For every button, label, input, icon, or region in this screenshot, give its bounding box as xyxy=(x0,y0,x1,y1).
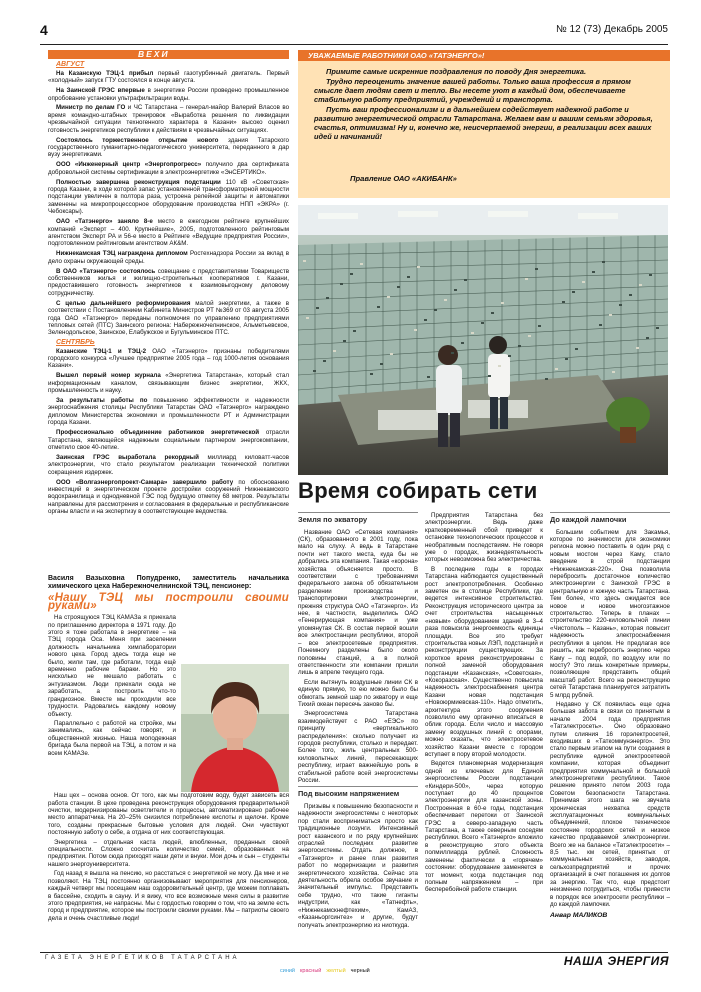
news-item: Заинская ГРЭС выработала рекордный миллиард киловатт-часов электроэнергии, что стало результатом реализации технической политики сокращения издержек. xyxy=(48,453,289,476)
news-item: С целью дальнейшего реформирования малой энергетики, а также в соответствии с Постановлением Кабинета Министров РТ №369 от 03 августа 2005 года ОАО «Татэнерго» переданы полномочия по управлению предприятиями тепловых сетей (ПТС) Заинского региона: Набережночелнинское, Альметьевское, Зеленодольское, Заинское, Елабужское и Бугульминское ПТС. xyxy=(48,299,289,337)
congrats-paragraph: Примите самые искренние поздравления по поводу Дня энергетика. xyxy=(326,67,587,76)
news-item: ООО «Волгаэнергопроект-Самара» завершило работу по обоснованию инвестиций в энергетическом проекте достройки сооружений Нижнекамского водохранилища и однодневной ГЭС под будущую отметку 68 метров. Результаты направлены для рассмотрения и согласования в федеральные и республиканские органы власти и на экспертизу в соответствующие ведомства. xyxy=(48,478,289,516)
story-intro: Василя Вазыховна Попудренко, заместитель начальника химического цеха Набережночелнинской ТЭЦ, пенсионер: xyxy=(48,575,289,591)
news-item: На Заинской ГРЭС впервые в энергетике России проведено промышленное опробование установки ультрафильтрации воды. xyxy=(48,87,289,102)
month-august: АВГУСТ xyxy=(56,61,85,69)
news-item: ОАО «Татэнерго» заняло 8-е место в ежегодном рейтинге крупнейших компаний «Эксперт – 400. Крупнейшие», 2005, подготовленного рейтинговым агентством Эксперт РА и 56-е место в Рейтинге «Ведущие предприятия России», подготовленном рейтинговым агентством АК&М. xyxy=(48,218,289,248)
story-paragraph: На строящуюся ТЭЦ КАМАЗа я приехала по приглашению директора в 1971 году. До этого я тоже работала в энергетике – на ТЭЦ города Оса. Меня при заселении должность начальника химлаборатории нового цеха. Город здесь тогда еще не было, жили там, где работали, тогда ещё временно рабочие бараки. Но это нисколько не мешало работать с энтузиазмом. Люди приехали сюда не заработать, а построить что-то грандиозное. Вместе мы проходили все трудности. Радовались каждому новому объекту. xyxy=(48,614,176,718)
article-headline: Время собирать сети xyxy=(298,478,538,503)
pensioner-story xyxy=(48,575,289,950)
congrats-paragraph: Трудно переоценить значение вашей работы. Только ваша профессия в прямом смысле дает людям свет и тепло. Вы несете уют в каждый дом, обеспечиваете стабильную работу предприятий, учреждений и транспорта. xyxy=(314,77,631,104)
article-paragraph: Недавно у СК появилась еще одна большая забота в связи со принятым в начале 2004 года предприятия «Татэлектросеть». Оно образовано путем слияния 16 горэлектросетей, входивших в «Таткоммунэнерго». Это стало первым этапом на пути создания в республике единой электросетевой компании, которая объединит предприятия коммунальной и большой электроэнергетики республики. Такое решение принято летом 2003 года Советом безопасности Татарстана. Принимая этого шага не звучала хроническая нехватка средств эксплуатационных коммунальных объединений, плохое техническое состояние городских сетей и низкое качество продаваемой электроэнергии. Всего же на балансе «Татэлектросети» – 8,5 тыс. км сетей, принятых от коммунальных хозяйств, заводов, сельхозпредприятий и прочих организаций в счет погашения их долгов за энергию. Так что, еще предстоит неизменно потрудиться, чтобы привести в порядок все электросети республики – до каждой лампочки. xyxy=(550,700,670,908)
article-paragraph: Если вытянуть воздушные линии СК в единую прямую, то ею можно было бы обмотать земной шар по экватору и еще Тихий океан пересечь заново бы. xyxy=(298,678,418,708)
article-paragraph: Большим событием для Закамья, которое по значимости для экономики региона можно поставить в один ряд с новым мостом через Каму, стало введение в строй подстанции «Нижнекамская-220». Она позволила перебросить достаточное количество электроэнергии с Заинской ГРЭС в центральную и южную часть Татарстана. Тем более, что здесь ожидается все новое и новое многоэтажное строительство. Теперь в планах – строительство 220-киловольтной линии «Чистополь – Казань», которая повысит надежность электроснабжения республики в целом. Не предлагая все решить, как перебросить энергию через Каму – под водой, по воздуху или по мосту? Это лишь конкретные примеры, позволяющие представить общий масштаб работ. Всего на реконструкцию сетей Татарстана планируется затратить 5 млрд рублей. xyxy=(550,528,670,699)
issue-info: № 12 (73) Декабрь 2005 xyxy=(556,24,668,35)
header-rule xyxy=(40,44,668,45)
story-paragraph: Энергетика – отдельная каста людей, влюбленных, преданных своей специальности. Сложно сосчитать количество семей, образованных на предприятии. Потом сюда приходят наши дети и внуки. Мои дочь и сын – студенты нашего энергоуниверситета. xyxy=(48,838,289,868)
august-news-list xyxy=(48,70,289,337)
portrait-photo xyxy=(181,664,289,792)
news-banner: ВЕХИ xyxy=(48,50,289,59)
article-paragraph: Призывы к повышению безопасности и надежности энергосистемы с некоторых пор стали восприниматься просто как традиционные лозунги. Интенсивный рост казанского и по ряду крупнейших отраслей последних развитие энергосистемы. Отдать должное, в «Татэнерго» и ранее план развития работ по модернизации и развития энергетического хозяйства. Сейчас эта деятельность обрела особое звучание и значительный импульс. Представить себе трудно, что такие гиганты индустрии, как «Татнефть», «Нижнекамскнефтехим», КамАЗ, «Казаньоргсинтез» и другие, будут получать электроэнергию из ниоткуда. xyxy=(298,803,418,929)
news-item: ООО «Инженерный центр «Энергопрогресс» получило два сертификата добровольной системы сертификации в электроэнергетике «ЭнСЕРТИКО». xyxy=(48,161,289,176)
subheading-every-bulb: До каждой лампочки xyxy=(550,515,627,524)
article-paragraph: Название ОАО «Сетевая компания» (СК), образованного в 2001 году, пока мало на слуху. А ведь в Татарстане почти нет такого места, куда бы не добрались эта компания. Такая «корона» хозяйства объясняется просто. В соответствии с требованиями федерального закона об обязательном разделении производства и транспортировки электроэнергии, прежняя структура ОАО «Татэнерго». Из нее, в частности, выделились ОАО «Генерирующая компания» и уже упомянутая СК. В состав первой вошли все электростанции республики, второй – все электросетевые предприятия. Понемногу разделены было около половины станций, а в полной ответственности эти компании пришли лишь в апреле текущего года. xyxy=(298,528,418,677)
congrats-paragraph: Пусть ваш профессионализм и в дальнейшем содействует надежной работе и развитию энергетической отрасли Татарстана. Желаем вам и вашим семьям здоровья, счастья, оптимизма! Ну и, конечно же, неисчерпаемой энергии, в реализации всех ваших идей и начинаний! xyxy=(314,105,653,141)
story-paragraph: Год назад я вышла на пенсию, но расстаться с энергетикой не могу. Да мне и не позволяют. На ТЭЦ постоянно организовывают мероприятия для пенсионеров, каждый четверг мы посещаем наш оздоровительный центр, где можем поплавать в бассейне, сходить в сауну. И я вижу, что все возможные меня силы в развитие этого предприятия, не напрасны. Мы с гордостью говорим о том, что на земле есть город и предприятие, которое мы построили своими руками. Мы – патриоты своего дела и очень счастливые люди! xyxy=(48,870,289,922)
september-news-list xyxy=(48,348,289,516)
story-headline: «Нашу ТЭЦ мы построили своими руками» xyxy=(48,592,289,612)
print-color-label: красный xyxy=(300,968,322,974)
print-color-bar xyxy=(280,968,375,974)
column-1-text xyxy=(298,529,418,785)
subheading-rule xyxy=(298,512,418,513)
article-paragraph: Предприятия Татарстана без электроэнергии. Ведь даже кратковременный сбой приведет к остановке технологических процессов и необратимым последствиям. Не говоря уже о городах, жизнедеятельность которых невозможна без электричества. xyxy=(425,512,543,564)
article-signature: Анвар МАЛИКОВ xyxy=(550,912,608,920)
subheading-equator: Земля по экватору xyxy=(298,515,368,524)
subheading-rule xyxy=(550,512,670,513)
news-item: Профессионально объединение работников энергетической отрасли Татарстана, являющейся надежным социальным партнером энергокомпании, отметило свое 40-летие. xyxy=(48,429,289,451)
news-item: Полностью завершена реконструкция подстанции 110 кВ «Советская» города Казани, в ходе которой запас установленной трансформаторной мощности подстанции увеличен в полтора раза, устроена релейной защиты и автоматики заменены на микропроцессорное оборудование производства НПП «ЭКРА» (г. Чебоксары). xyxy=(48,178,289,216)
news-item: Казанские ТЭЦ-1 и ТЭЦ-2 ОАО «Татэнерго» признаны победителями городского конкурса «Лучшее предприятие 2005 года – год 1000-летия основания Казани». xyxy=(48,347,289,370)
newspaper-logo: НАША ЭНЕРГИЯ xyxy=(563,954,669,968)
news-item: За результаты работы по повышению эффективности и надежности энергоснабжения столицы Республики Татарстан ОАО «Татэнерго» награждено дипломом Министерства экономики и промышленности РТ и Администрации города Казани. xyxy=(48,397,289,427)
news-item: Нижнекамская ТЭЦ награждена дипломом Ростехнадзора России за вклад в дело охраны окружающей среды. xyxy=(48,250,289,265)
article-column-1 xyxy=(298,512,418,952)
print-color-label: черный xyxy=(350,968,370,974)
story-paragraph: Параллельно с работой на стройке, мы занимались, как сейчас говорят, и общественной жизнью. Наша молодежная бригада была первой на ТЭЦ, а потом и на всем КАМАЗе. xyxy=(48,719,176,757)
story-text-top xyxy=(48,614,176,792)
print-color-label: желтый xyxy=(326,968,346,974)
month-september: СЕНТЯБРЬ xyxy=(56,339,95,347)
news-item: Состоялось торжественное открытие нового здания Татарского государственного гуманитарно-педагогического университета, переданного в дар вузу энергетиками. xyxy=(48,136,289,159)
congratulation-box xyxy=(298,50,670,198)
page-header xyxy=(40,22,668,42)
news-item: Вышел первый номер журнала «Энергетика Татарстана», который стал информационным каналом, связывающим бизнес энергетики, ЖКХ, промышленность и науку. xyxy=(48,372,289,395)
congrats-signature: Правление ОАО «АКИБАНК» xyxy=(350,174,457,183)
column-2-text xyxy=(425,512,543,894)
story-text-rest xyxy=(48,792,289,922)
article-paragraph: Энергосистема Татарстана взаимодействует с РАО «ЕЭС» по принципу «вертикального распределения»: сколько получает из городов республики, столько и передает. Более того, жиль центральных 500-киловольтных линий, пересекающих республику, играет важнейшую роль в стабильной работе всей энергосистемы России. xyxy=(298,710,418,784)
congrats-heading: УВАЖАЕМЫЕ РАБОТНИКИ ОАО «ТАТЭНЕРГО»! xyxy=(298,50,670,61)
footer-rule xyxy=(40,952,668,953)
column-1-text-2 xyxy=(298,803,418,929)
congrats-body xyxy=(298,61,670,141)
news-item: На Казанскую ТЭЦ-1 прибыл первый газотурбинный двигатель. Первый «холодный» запуск ГТУ состоялся в конце августа. xyxy=(48,69,289,85)
print-color-label: синий xyxy=(280,968,296,974)
news-item: В ОАО «Татэнерго» состоялось совещание с представителями Товариществ собственников жилья и жилищно-строительных кооперативов г. Казани, предоставившего готовность энергетиков к взаимовыгодному деловому сотрудничеству. xyxy=(48,267,289,297)
article-column-3 xyxy=(550,512,670,952)
article-paragraph: В последние годы в городах Татарстана наблюдается существенный рост электропотребления. Особенно заметен он в столице Республики, где ведется интенсивное строительство. Реконструкция исторического центра за счет строительства насыщенных «новым» оборудованием зданий в 3–4 раза повысила энергоемкость единицы площади. Все это требует строительства новых ЛЭП, подстанций и реконструкции существующих. За короткое время реконструированы с полной заменой оборудования подстанции «Казанская», «Советская», «Кокоразская». Существенно повысила надежность электроснабжения центра Казани новая подстанция «Новоюрмиевская-110». Надо отметить, архитектура этого сооружения позволило ему органично вписаться в облик города. Если число и массовую замену воздушных линий с опорами, можно сказать, что электросетевое хозяйство Казани вместе с городом вступает в пору второй молодости. xyxy=(425,565,543,758)
control-room-photo xyxy=(298,205,668,475)
article-paragraph: Ведется планомерная модернизация одной из ключевых для Единой энергосистемы России подстанции «Киндери-500», через которую поступает до 40 процентов электроэнергии для казанской зоны. Построенная в 60-е годы, подстанция обеспечивает перетоки от Заинской ГРЭС в северо-западную часть Татарстана, а также северным соседям республики. Всего «Татэнерго» вложило в реконструкцию этого объекта полмиллиарда рублей. Сложность заменены фактически в «горячем» состоянии: оборудование заменяется в тот момент, когда подстанция под полным напряжением – при бесперебойной работе станции. xyxy=(425,760,543,894)
subheading-rule xyxy=(298,786,418,787)
subheading-high-voltage: Под высоким напряжением xyxy=(298,789,400,799)
news-chronicle xyxy=(48,50,289,570)
newspaper-name: ГАЗЕТА ЭНЕРГЕТИКОВ ТАТАРСТАНА xyxy=(45,955,240,961)
news-item: Министр по делам ГО и ЧС Татарстана – генерал-майор Валерий Власов во время командно-штабных тренировок «Выработка решения по ликвидации чрезвычайной ситуации техногенного характера в Казани» высоко оценил готовность энергетиков республики к действиям в чрезвычайных ситуациях. xyxy=(48,104,289,134)
story-paragraph: Наш цех – основа основ. От того, как мы подготовим воду, будет зависеть вся работа станции. В цехе проведена реконструкция оборудования предварительной очистки, модернизированы осветлители и процессы, автоматизировано рабочее место аппаратчика. На 20–25% снизился потребление кислоты и щелочи. Кроме того, созданы прекрасные бытовые условия для людей. Они чувствуют постоянную заботу о себе, а отдача от них соответствующая. xyxy=(48,792,289,837)
page-number: 4 xyxy=(40,22,48,38)
article-column-2 xyxy=(425,512,543,952)
column-3-text xyxy=(550,529,670,909)
